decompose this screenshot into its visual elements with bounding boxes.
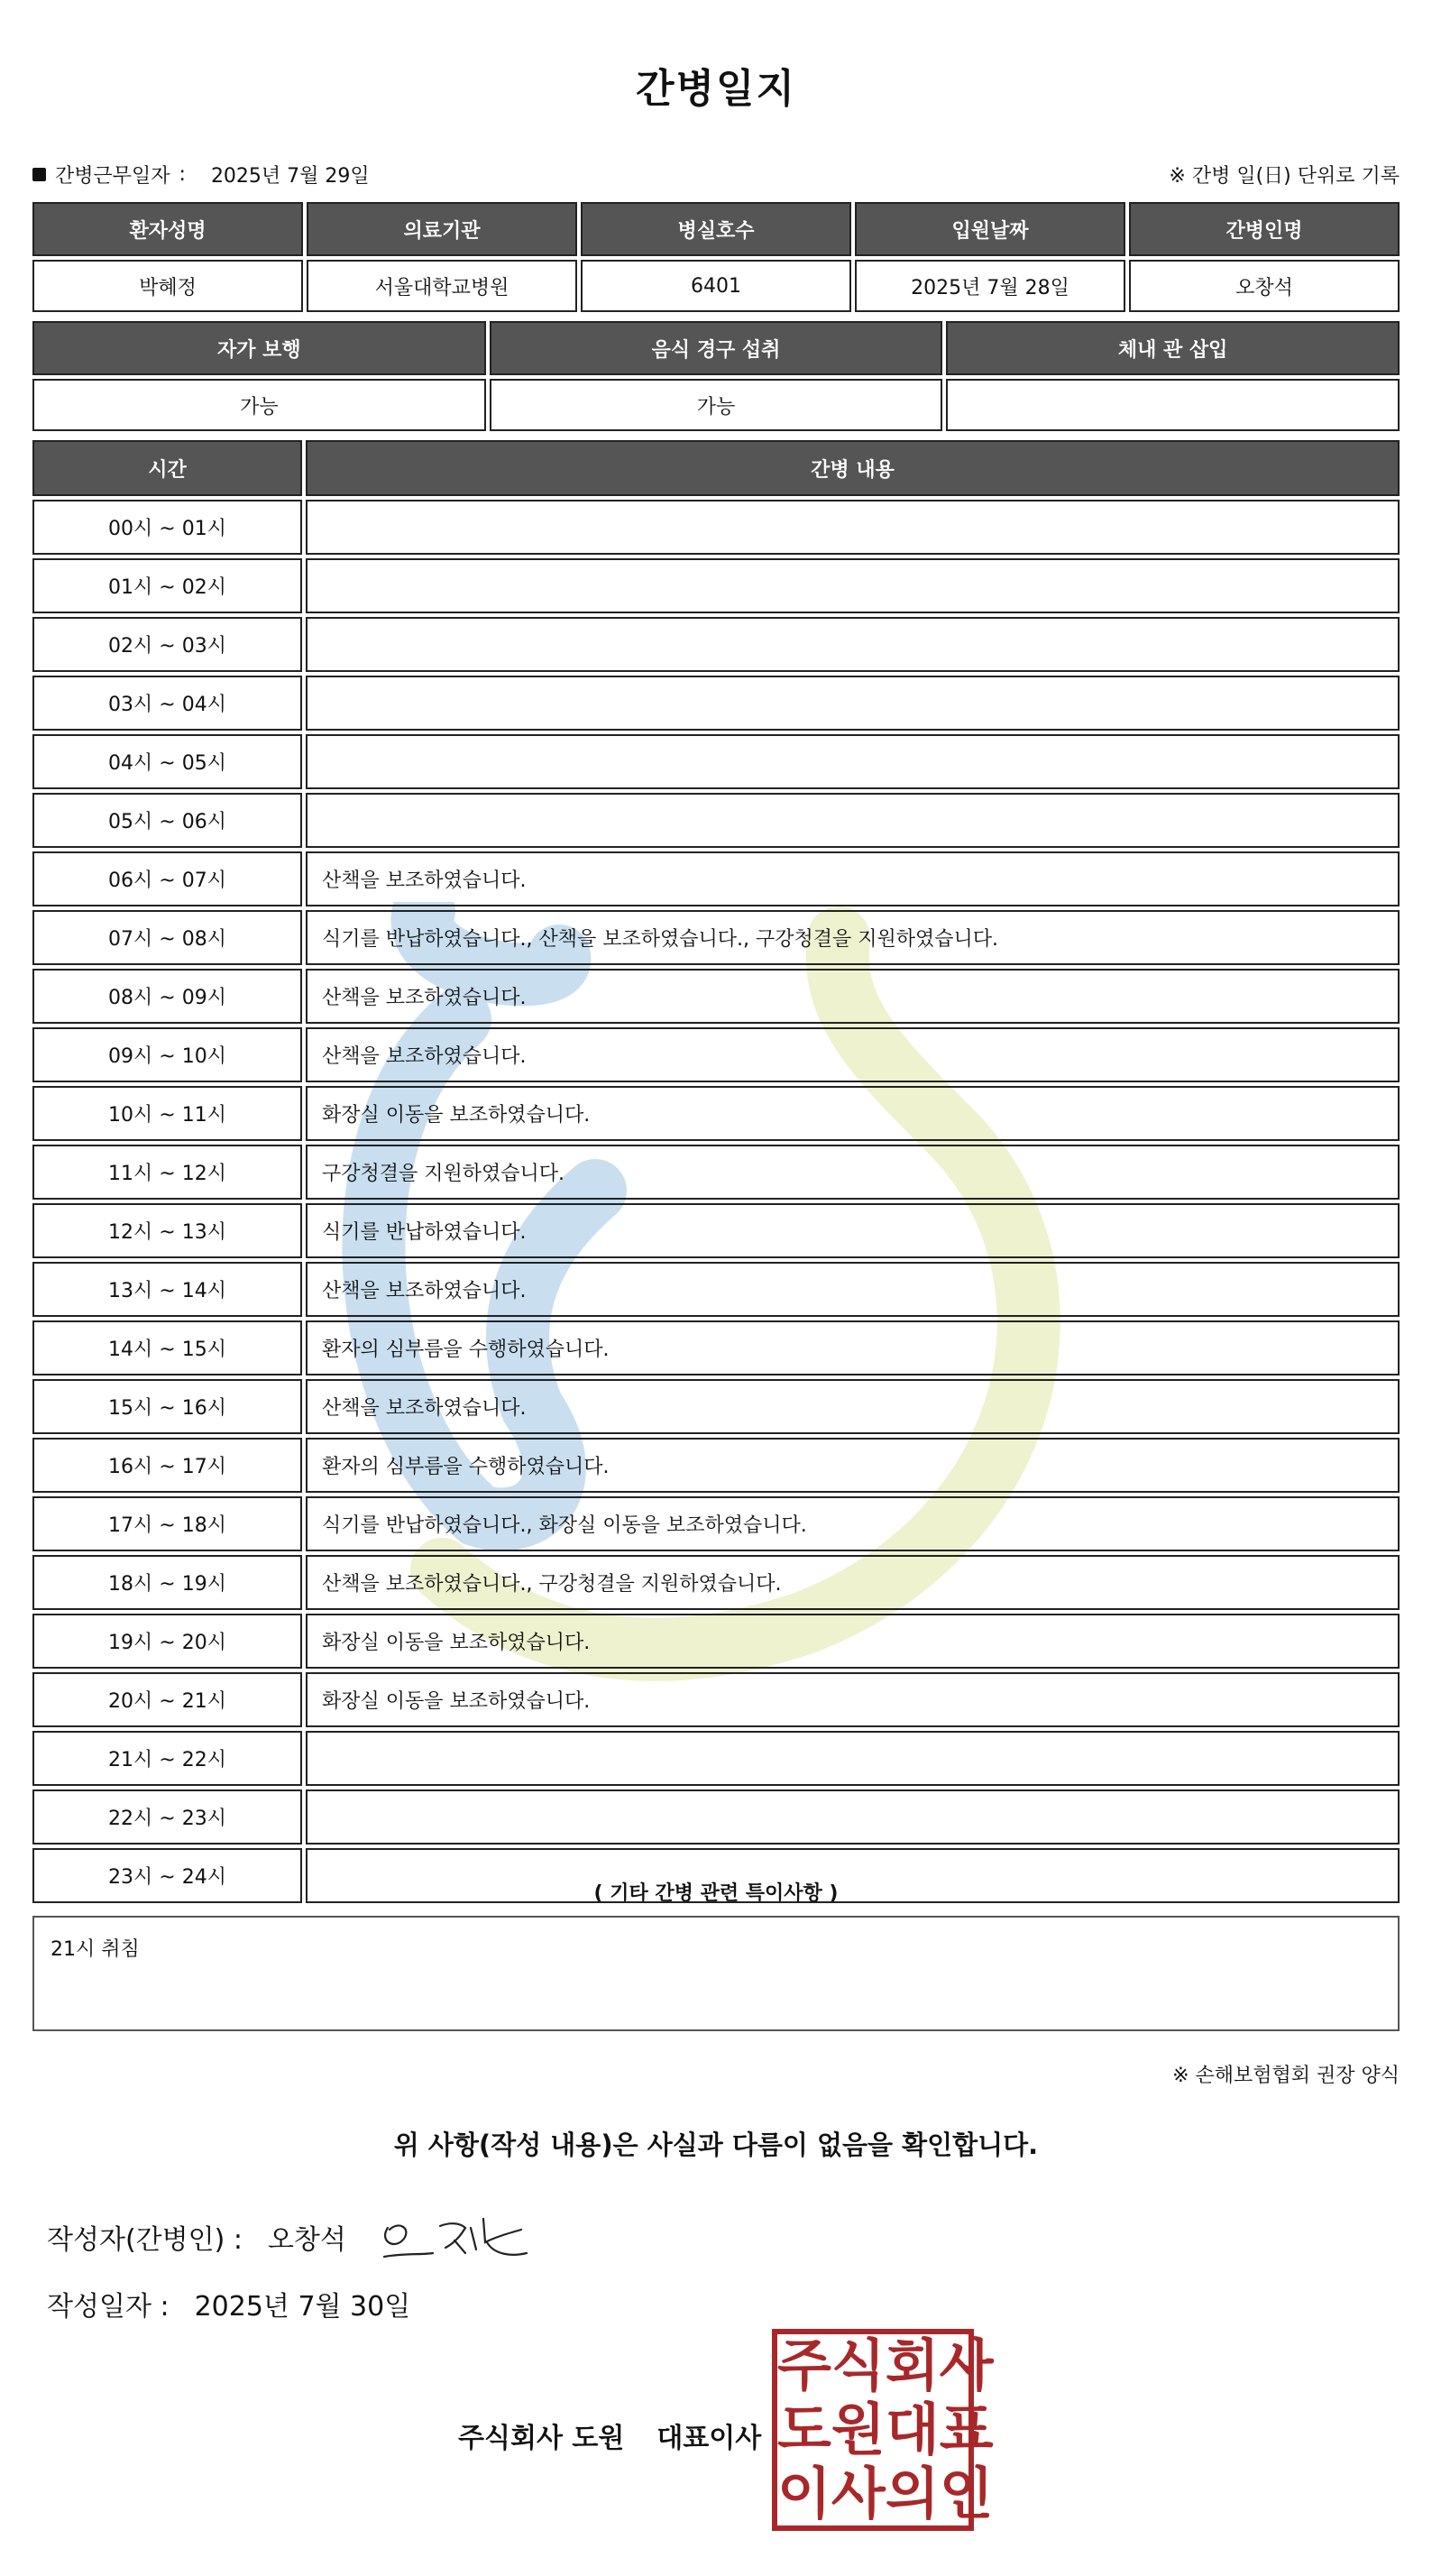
care-content: 화장실 이동을 보조하였습니다. <box>306 1086 1400 1141</box>
care-content: 식기를 반납하였습니다. <box>306 1203 1400 1258</box>
seal-character: 이 <box>777 2460 831 2526</box>
company-seal-stamp <box>772 2329 994 2531</box>
self-walking-value: 가능 <box>32 379 486 431</box>
table-row <box>32 500 1400 555</box>
table-row <box>32 1262 1400 1317</box>
time-slot: 07시 ~ 08시 <box>32 910 302 965</box>
care-content: 산책을 보조하였습니다. <box>306 969 1400 1024</box>
care-content: 산책을 보조하였습니다. <box>306 851 1400 906</box>
time-slot: 22시 ~ 23시 <box>32 1789 302 1845</box>
care-log-header-row <box>32 440 1400 496</box>
seal-character: 회 <box>885 2332 940 2399</box>
square-bullet-icon <box>32 168 46 181</box>
care-content: 산책을 보조하였습니다. <box>306 1379 1400 1434</box>
time-slot: 04시 ~ 05시 <box>32 734 302 789</box>
table-row <box>32 1438 1400 1493</box>
company-line <box>458 2415 761 2455</box>
written-date-line <box>47 2284 410 2323</box>
care-content <box>306 1789 1400 1845</box>
oral-intake-value: 가능 <box>490 379 943 431</box>
table-row <box>32 851 1400 906</box>
special-notes-content: 21시 취침 <box>50 1938 140 1961</box>
time-slot: 16시 ~ 17시 <box>32 1438 302 1493</box>
care-content: 산책을 보조하였습니다. <box>306 1027 1400 1082</box>
table-row <box>32 1848 1400 1903</box>
time-slot: 08시 ~ 09시 <box>32 969 302 1024</box>
table-row <box>32 1203 1400 1258</box>
care-content: 식기를 반납하였습니다., 화장실 이동을 보조하였습니다. <box>306 1496 1400 1551</box>
duty-label: 간병근무일자 <box>55 164 170 188</box>
special-notes-title: ( 기타 간병 관련 특이사항 ) <box>593 1882 839 1905</box>
care-content: 환자의 심부름을 수행하였습니다. <box>306 1438 1400 1493</box>
seal-character: 인 <box>939 2460 994 2526</box>
header-admission-date: 입원날짜 <box>855 202 1125 256</box>
time-slot: 00시 ~ 01시 <box>32 500 302 555</box>
written-date-value: 2025년 7월 30일 <box>194 2291 411 2323</box>
time-slot: 10시 ~ 11시 <box>32 1086 302 1141</box>
time-slot: 20시 ~ 21시 <box>32 1672 302 1727</box>
header-caregiver-name: 간병인명 <box>1129 202 1400 256</box>
care-log-body <box>32 500 1400 1903</box>
care-content: 화장실 이동을 보조하였습니다. <box>306 1672 1400 1727</box>
seal-character: 표 <box>939 2396 994 2462</box>
time-slot: 11시 ~ 12시 <box>32 1145 302 1200</box>
table-row <box>32 1145 1400 1200</box>
company-name: 주식회사 도원 <box>458 2423 625 2454</box>
time-slot: 17시 ~ 18시 <box>32 1496 302 1551</box>
table-row <box>32 1379 1400 1434</box>
written-date-label: 작성일자 : <box>47 2291 170 2323</box>
hospital-name: 서울대학교병원 <box>307 260 577 312</box>
seal-character: 식 <box>831 2332 886 2399</box>
care-content: 식기를 반납하였습니다., 산책을 보조하였습니다., 구강청결을 지원하였습니다. <box>306 910 1400 965</box>
time-slot: 14시 ~ 15시 <box>32 1320 302 1375</box>
table-row <box>32 1027 1400 1082</box>
seal-character: 사 <box>831 2460 886 2526</box>
patient-info-header-row <box>32 202 1400 256</box>
seal-character: 원 <box>831 2396 886 2462</box>
table-row <box>32 1086 1400 1141</box>
care-content: 화장실 이동을 보조하였습니다. <box>306 1614 1400 1669</box>
time-slot: 18시 ~ 19시 <box>32 1555 302 1610</box>
care-content: 산책을 보조하였습니다. <box>306 1262 1400 1317</box>
room-number: 6401 <box>581 260 851 312</box>
table-row <box>32 969 1400 1024</box>
table-row <box>32 734 1400 789</box>
company-title: 대표이사 <box>656 2423 762 2454</box>
patient-status-header-row <box>32 321 1400 375</box>
care-content <box>306 558 1400 613</box>
table-row <box>32 1614 1400 1669</box>
table-row <box>32 617 1400 672</box>
header-oral-intake: 음식 경구 섭취 <box>490 321 943 375</box>
table-row <box>32 910 1400 965</box>
confirmation-statement: 위 사항(작성 내용)은 사실과 다름이 없음을 확인합니다. <box>393 2130 1039 2160</box>
time-slot: 03시 ~ 04시 <box>32 676 302 731</box>
header-patient-name: 환자성명 <box>32 202 303 256</box>
record-unit-note: ※ 간병 일(日) 단위로 기록 <box>1169 164 1400 188</box>
special-notes-box <box>32 1916 1400 2031</box>
header-care-content: 간병 내용 <box>306 440 1400 496</box>
table-row <box>32 676 1400 731</box>
time-slot: 02시 ~ 03시 <box>32 617 302 672</box>
care-content: 환자의 심부름을 수행하였습니다. <box>306 1320 1400 1375</box>
duty-row <box>32 159 1400 189</box>
time-slot: 19시 ~ 20시 <box>32 1614 302 1669</box>
care-content <box>306 1848 1400 1903</box>
table-row <box>32 1555 1400 1610</box>
duty-date: 2025년 7월 29일 <box>210 164 370 188</box>
writer-name: 오창석 <box>267 2224 346 2256</box>
header-self-walking: 자가 보행 <box>32 321 486 375</box>
caregiver-name: 오창석 <box>1129 260 1400 312</box>
handwritten-signature <box>377 2201 530 2273</box>
care-content: 산책을 보조하였습니다., 구강청결을 지원하였습니다. <box>306 1555 1400 1610</box>
care-content <box>306 500 1400 555</box>
header-tube-insertion: 체내 관 삽입 <box>946 321 1400 375</box>
care-log-table <box>29 437 1403 1907</box>
seal-character: 사 <box>939 2332 994 2399</box>
writer-line <box>47 2217 346 2257</box>
time-slot: 12시 ~ 13시 <box>32 1203 302 1258</box>
header-hospital: 의료기관 <box>307 202 577 256</box>
document-title: 간병일지 <box>635 66 796 112</box>
tube-insertion-value <box>946 379 1400 431</box>
care-content <box>306 617 1400 672</box>
duty-separator: : <box>179 162 186 186</box>
writer-label: 작성자(간병인) : <box>47 2224 243 2256</box>
seal-character: 대 <box>885 2396 940 2462</box>
patient-info-table <box>29 198 1403 316</box>
table-row <box>32 1496 1400 1551</box>
time-slot: 06시 ~ 07시 <box>32 851 302 906</box>
care-content: 구강청결을 지원하였습니다. <box>306 1145 1400 1200</box>
table-row <box>32 1672 1400 1727</box>
table-row <box>32 1789 1400 1845</box>
time-slot: 01시 ~ 02시 <box>32 558 302 613</box>
header-room-number: 병실호수 <box>581 202 851 256</box>
patient-info-value-row <box>32 260 1400 312</box>
seal-character: 도 <box>777 2396 831 2462</box>
patient-status-table <box>29 317 1403 435</box>
seal-character: 주 <box>777 2332 831 2399</box>
time-slot: 05시 ~ 06시 <box>32 793 302 848</box>
table-row <box>32 1320 1400 1375</box>
time-slot: 09시 ~ 10시 <box>32 1027 302 1082</box>
time-slot: 21시 ~ 22시 <box>32 1731 302 1786</box>
duty-date-group <box>32 161 370 189</box>
association-form-note: ※ 손해보험협회 권장 양식 <box>1172 2065 1400 2087</box>
table-row <box>32 793 1400 848</box>
table-row <box>32 1731 1400 1786</box>
time-slot: 15시 ~ 16시 <box>32 1379 302 1434</box>
time-slot: 13시 ~ 14시 <box>32 1262 302 1317</box>
table-row <box>32 558 1400 613</box>
care-content <box>306 1731 1400 1786</box>
care-content <box>306 793 1400 848</box>
header-time: 시간 <box>32 440 302 496</box>
seal-character: 의 <box>885 2460 940 2526</box>
admission-date: 2025년 7월 28일 <box>855 260 1125 312</box>
care-content <box>306 676 1400 731</box>
care-content <box>306 734 1400 789</box>
patient-status-value-row <box>32 379 1400 431</box>
patient-name: 박혜정 <box>32 260 303 312</box>
time-slot: 23시 ~ 24시 <box>32 1848 302 1903</box>
